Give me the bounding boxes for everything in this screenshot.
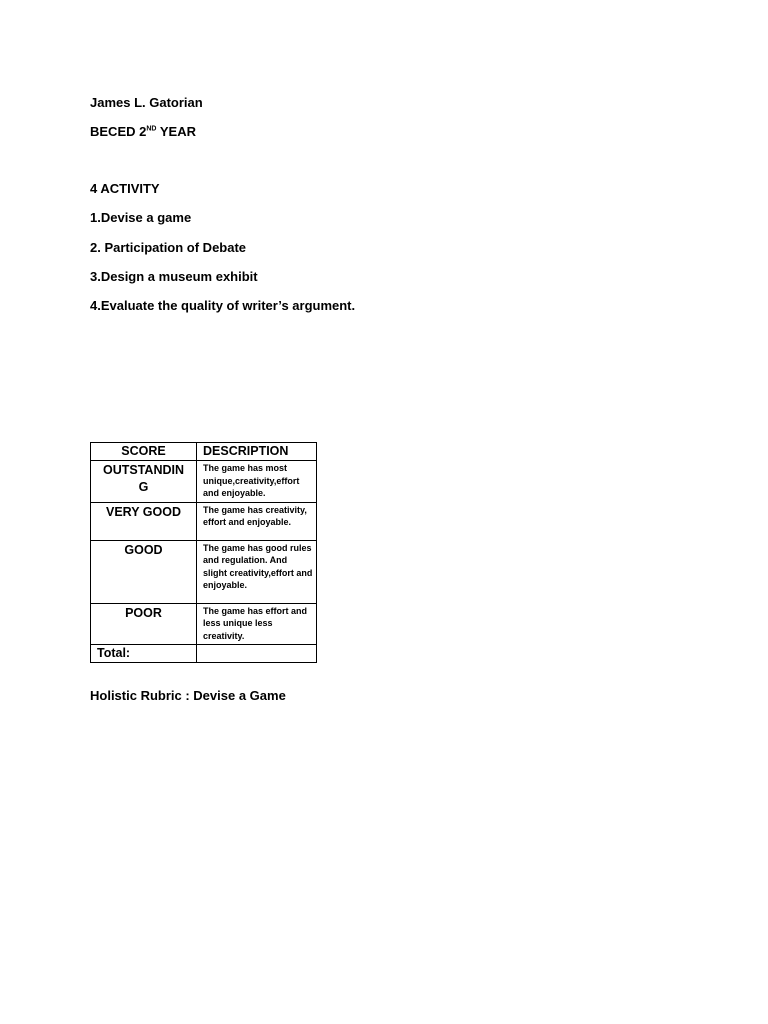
description-cell: The game has creativity, effort and enjoyable. xyxy=(197,502,317,540)
total-row xyxy=(91,645,317,663)
activity-item-4: 4.Evaluate the quality of writer’s argument. xyxy=(90,298,356,313)
description-cell: The game has effort and less unique less creativity. xyxy=(197,603,317,645)
course-suffix: YEAR xyxy=(156,124,196,139)
activity-title: 4 ACTIVITY xyxy=(90,181,160,196)
rubric-caption: Holistic Rubric : Devise a Game xyxy=(90,688,286,703)
table-row xyxy=(91,461,317,503)
course-superscript: ND xyxy=(146,125,157,133)
score-cell: VERY GOOD xyxy=(91,502,197,540)
table-row xyxy=(91,502,317,540)
table-row xyxy=(91,540,317,603)
table-header-row xyxy=(91,443,317,461)
activity-item-2: 2. Participation of Debate xyxy=(90,240,247,255)
score-cell xyxy=(91,461,197,503)
activity-item-1: 1.Devise a game xyxy=(90,210,192,225)
description-cell: The game has most unique,creativity,effort and enjoyable. xyxy=(197,461,317,503)
course-year xyxy=(90,124,196,140)
score-cell: POOR xyxy=(91,603,197,645)
total-value xyxy=(197,645,317,663)
rubric-table xyxy=(90,442,317,663)
activity-item-3: 3.Design a museum exhibit xyxy=(90,269,258,284)
description-cell: The game has good rules and regulation. And slight creativity,effort and enjoyable. xyxy=(197,540,317,603)
score-header: SCORE xyxy=(91,443,197,461)
table-row xyxy=(91,603,317,645)
course-prefix: BECED 2 xyxy=(90,124,147,139)
score-label: OUTSTANDING xyxy=(102,463,184,494)
score-cell: GOOD xyxy=(91,540,197,603)
student-name: James L. Gatorian xyxy=(90,95,203,110)
total-label: Total: xyxy=(91,645,197,663)
description-header: DESCRIPTION xyxy=(197,443,317,461)
